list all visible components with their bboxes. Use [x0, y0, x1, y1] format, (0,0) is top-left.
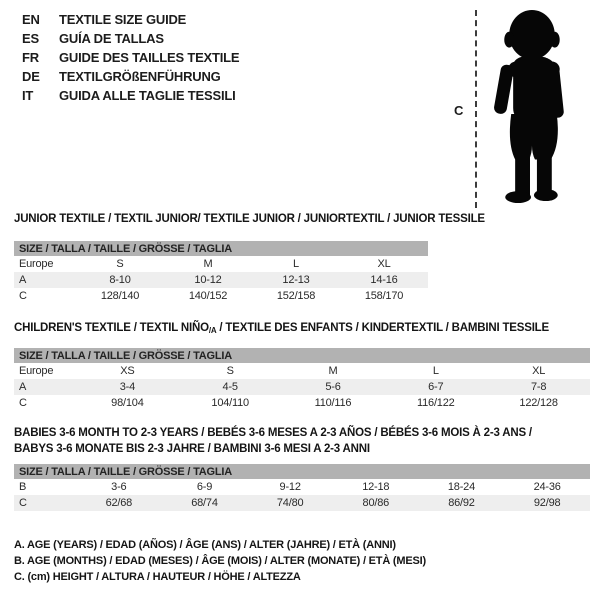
table-row: [14, 363, 590, 379]
age-cell: 4-5: [222, 381, 238, 393]
junior-table-title: JUNIOR TEXTILE / TEXTIL JUNIOR/ TEXTILE JUNIOR / JUNIORTEXTIL / JUNIOR TESSILE: [14, 213, 485, 225]
lang-title: GUÍA DE TALLAS: [59, 31, 164, 46]
table-row: [14, 479, 590, 495]
height-cell: 158/170: [364, 290, 404, 302]
height-cell: 116/122: [417, 397, 455, 409]
age-cell: 3-4: [119, 381, 136, 393]
months-cell: 9-12: [279, 481, 301, 493]
height-dashed-line: [475, 10, 477, 208]
row-label-cell: Europe: [19, 365, 54, 377]
size-cell: M: [328, 365, 338, 377]
row-label-cell: A: [19, 274, 27, 286]
height-cell: 98/104: [111, 397, 144, 409]
footnote-b: B. AGE (MONTHS) / EDAD (MESES) / ÂGE (MOIS) / ALTER (MONATE) / ETÀ (MESI): [14, 555, 426, 567]
age-cell: 5-6: [325, 381, 341, 393]
children-title-pre: CHILDREN'S TEXTILE / TEXTIL NIÑO: [14, 322, 209, 334]
height-measure-label: C: [454, 103, 464, 118]
table-row: [14, 395, 590, 411]
table-row: [14, 256, 428, 272]
size-cell: S: [226, 365, 234, 377]
lang-row-fr: [22, 48, 239, 67]
babies-title-line-1: BABIES 3-6 MONTH TO 2-3 YEARS / BEBÉS 3-6 MESES A 2-3 AÑOS / BÉBÉS 3-6 MOIS À 2-3 ANS /: [14, 427, 532, 439]
height-cell: 104/110: [211, 397, 249, 409]
lang-code: IT: [22, 88, 34, 103]
height-cell: 140/152: [188, 290, 228, 302]
legend-footnotes: [14, 537, 426, 585]
months-cell: 6-9: [196, 481, 213, 493]
row-label-cell: B: [19, 481, 27, 493]
row-label-cell: C: [19, 397, 27, 409]
height-cell: 80/86: [362, 497, 390, 509]
height-measure-figure: [440, 0, 600, 215]
lang-title: TEXTILGRÖßENFÜHRUNG: [59, 69, 221, 84]
size-cell: M: [203, 258, 213, 270]
size-header-bar: SIZE / TALLA / TAILLE / GRÖSSE / TAGLIA: [14, 241, 428, 256]
size-header-bar: SIZE / TALLA / TAILLE / GRÖSSE / TAGLIA: [14, 464, 590, 479]
size-cell: XL: [377, 258, 391, 270]
age-cell: 7-8: [530, 381, 547, 393]
children-size-table: [14, 348, 590, 411]
babies-table-title: [14, 425, 584, 457]
height-cell: 110/116: [314, 397, 352, 409]
toddler-silhouette-icon: [484, 9, 576, 207]
babies-size-table: [14, 464, 590, 511]
age-cell: 12-13: [282, 274, 310, 286]
height-cell: 68/74: [191, 497, 218, 509]
table-row: [14, 288, 428, 304]
height-cell: 62/68: [105, 497, 133, 509]
height-cell: 86/92: [448, 497, 475, 509]
footnote-c: C. (cm) HEIGHT / ALTURA / HAUTEUR / HÖHE / ALTEZZA: [14, 571, 301, 583]
height-cell: 152/158: [276, 290, 316, 302]
lang-row-de: [22, 67, 239, 86]
table-row: [14, 379, 590, 395]
lang-row-es: [22, 29, 239, 48]
junior-size-table: [14, 241, 428, 304]
age-cell: 14-16: [370, 274, 398, 286]
children-table-title: [14, 322, 549, 335]
children-title-post: / TEXTILE DES ENFANTS / KINDERTEXTIL / BAMBINI TESSILE: [216, 322, 549, 334]
height-cell: 74/80: [276, 497, 304, 509]
lang-code: FR: [22, 50, 39, 65]
age-cell: 10-12: [194, 274, 222, 286]
lang-row-en: [22, 10, 239, 29]
height-cell: 92/98: [533, 497, 561, 509]
table-row: [14, 495, 590, 511]
lang-code: ES: [22, 31, 39, 46]
size-cell: L: [293, 258, 299, 270]
footnote-a: A. AGE (YEARS) / EDAD (AÑOS) / ÂGE (ANS) / ALTER (JAHRE) / ETÀ (ANNI): [14, 539, 396, 551]
height-cell: 128/140: [100, 290, 140, 302]
size-cell: S: [116, 258, 124, 270]
age-cell: 6-7: [428, 381, 444, 393]
height-cell: 122/128: [519, 397, 558, 409]
table-row: [14, 272, 428, 288]
months-cell: 12-18: [362, 481, 390, 493]
lang-title: GUIDA ALLE TAGLIE TESSILI: [59, 88, 236, 103]
lang-title: TEXTILE SIZE GUIDE: [59, 12, 187, 27]
lang-title: GUIDE DES TAILLES TEXTILE: [59, 50, 240, 65]
lang-code: DE: [22, 69, 40, 84]
months-cell: 18-24: [447, 481, 476, 493]
row-label-cell: C: [19, 497, 27, 509]
size-cell: L: [432, 365, 439, 377]
children-title-sub: /A: [208, 326, 217, 335]
row-label-cell: Europe: [19, 258, 54, 270]
lang-code: EN: [22, 12, 40, 27]
months-cell: 3-6: [111, 481, 127, 493]
months-cell: 24-36: [533, 481, 561, 493]
age-cell: 8-10: [109, 274, 131, 286]
babies-title-line-2: BABYS 3-6 MONATE BIS 2-3 JAHRE / BAMBINI 3-6 MESI A 2-3 ANNI: [14, 443, 370, 455]
size-cell: XS: [120, 365, 135, 377]
row-label-cell: A: [19, 381, 27, 393]
size-header-bar: SIZE / TALLA / TAILLE / GRÖSSE / TAGLIA: [14, 348, 590, 363]
lang-row-it: [22, 86, 239, 105]
size-cell: XL: [532, 365, 546, 377]
row-label-cell: C: [19, 290, 27, 302]
language-title-list: [22, 10, 239, 105]
